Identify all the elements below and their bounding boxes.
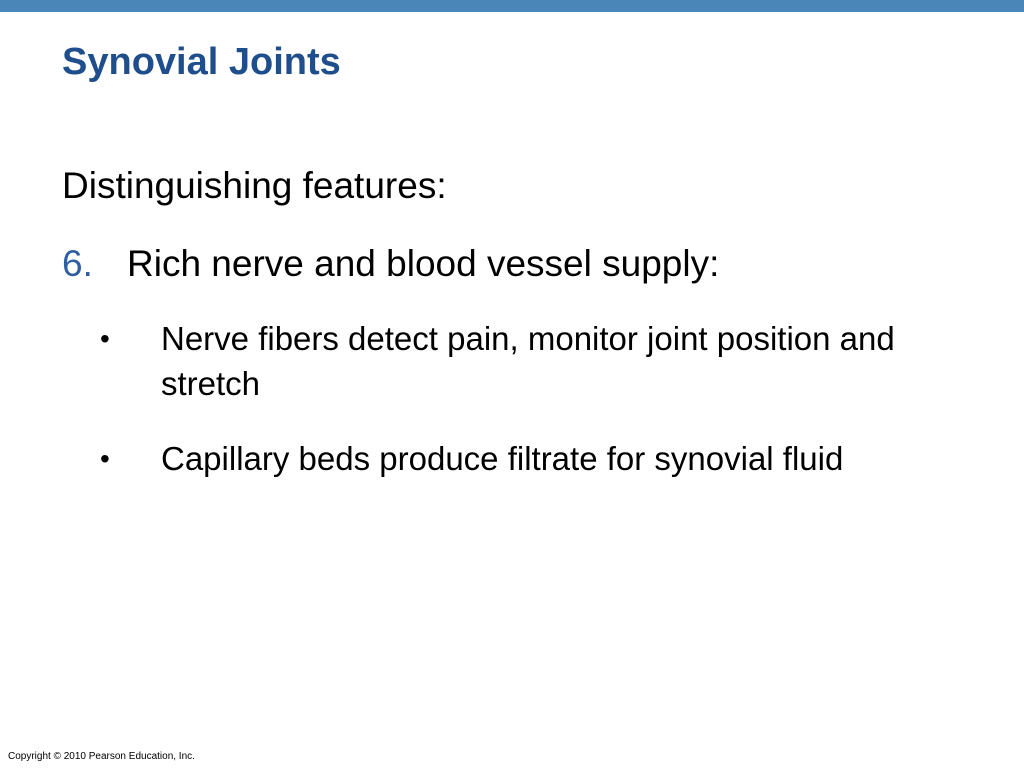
top-accent-bar bbox=[0, 0, 1024, 12]
bullet-text: Capillary beds produce filtrate for synovial fluid bbox=[161, 440, 844, 477]
copyright-footer: Copyright © 2010 Pearson Education, Inc. bbox=[8, 751, 195, 762]
slide-title: Synovial Joints bbox=[62, 41, 341, 83]
subheading: Distinguishing features: bbox=[62, 165, 447, 206]
item-text: Rich nerve and blood vessel supply: bbox=[127, 243, 720, 284]
bullet-text: Nerve fibers detect pain, monitor joint position and stretch bbox=[161, 320, 895, 402]
item-number: 6. bbox=[62, 243, 93, 284]
bullet-marker: • bbox=[100, 443, 110, 474]
bullet-marker: • bbox=[100, 323, 110, 354]
